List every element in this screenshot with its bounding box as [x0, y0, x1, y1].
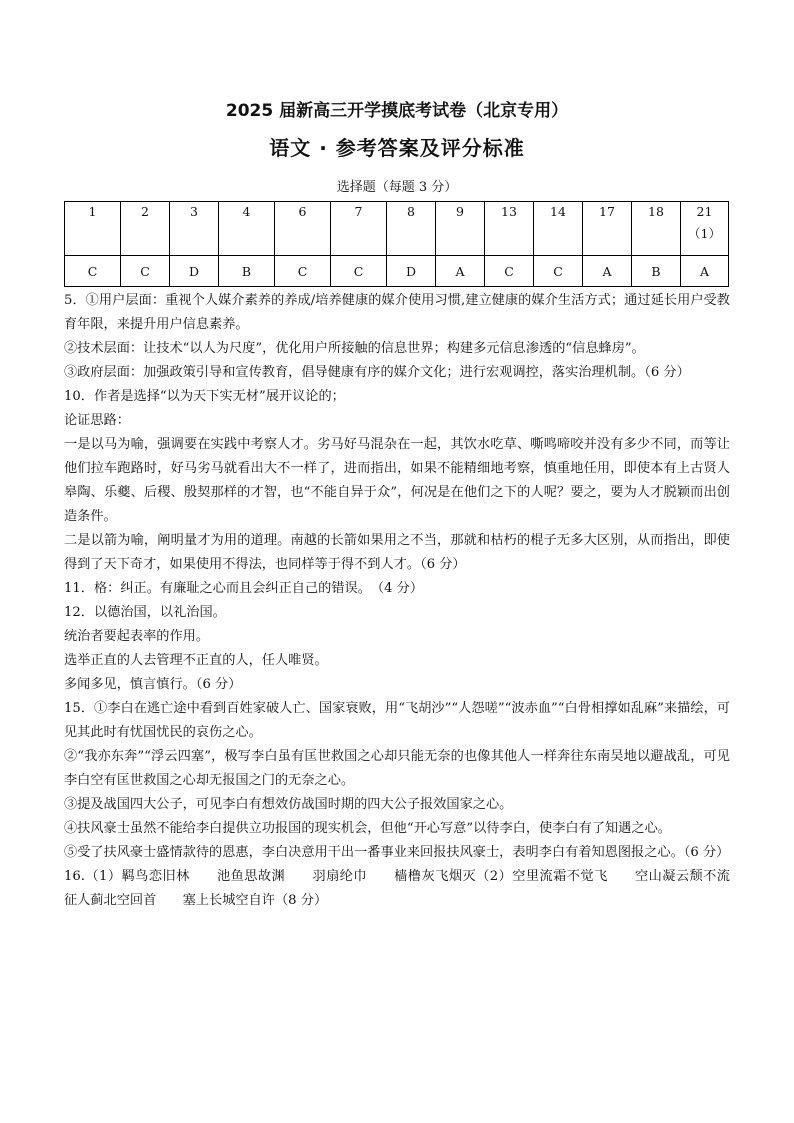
question-subpart: （1）	[688, 226, 721, 241]
question-cell: 17	[583, 202, 632, 256]
question-cell: 18	[632, 202, 681, 256]
paragraph-q10-label: 论证思路：	[64, 413, 130, 428]
paragraph-q16: 16.（1）羁鸟恋旧林 池鱼思故渊 羽扇纶巾 樯橹灰飞烟灭（2）空里流霜不觉飞 空山凝云颓不流 征人蓟北空回首 塞上长城空自许（8 分）	[64, 869, 757, 908]
answer-cell: A	[436, 256, 485, 287]
answer-cell: C	[275, 256, 331, 287]
paragraph-q5-tech: ②技术层面：让技术“以人为尺度”，优化用户所接触的信息世界；构建多元信息渗透的“信息蜂房”。	[64, 341, 645, 356]
paragraph-q15-5: ⑤受了扶风豪士盛情款待的恩惠，李白决意用干出一番事业来回报扶风豪士，表明李白有着知恩图报之心。（6 分）	[64, 845, 730, 860]
paragraph-q11: 11．格：纠正。有廉耻之心而且会纠正自己的错误。 （4 分）	[64, 581, 424, 596]
paragraph-q15-2: ②“我亦东奔”“浮云四塞”，极写李白虽有匡世救国之心却只能无奈的也像其他人一样奔往东南吴地以避战乱，可见李白空有匡世救国之心却无报国之门的无奈之心。	[64, 749, 730, 788]
answer-cell: B	[219, 256, 275, 287]
answer-cell: C	[121, 256, 170, 287]
paragraph-q10-arrow: 二是以箭为喻，阐明量才为用的道理。南越的长箭如果用之不当，那就和枯朽的棍子无多大区别，从而指出，即使得到了天下奇才，如果使用不得法，也同样等于得不到人才。（6 分）	[64, 533, 730, 572]
question-number: 21	[696, 204, 713, 219]
question-cell-21	[681, 202, 729, 256]
answer-cell: B	[632, 256, 681, 287]
answer-row	[65, 256, 729, 287]
answer-cell: C	[65, 256, 121, 287]
question-cell: 13	[485, 202, 534, 256]
question-cell: 14	[534, 202, 583, 256]
question-cell: 2	[121, 202, 170, 256]
paragraph-q12-2: 统治者要起表率的作用。	[64, 629, 210, 644]
paragraph-q10-intro: 10．作者是选择“以为天下实无材”展开议论的；	[64, 389, 345, 404]
question-number-row	[65, 202, 729, 256]
question-cell: 4	[219, 202, 275, 256]
question-cell: 7	[331, 202, 387, 256]
paragraph-q5-gov: ③政府层面：加强政策引导和宣传教育，倡导健康有序的媒介文化；进行宏观调控，落实治理机制。（6 分）	[64, 365, 690, 380]
paragraph-q15-4: ④扶风豪士虽然不能给李白提供立功报国的现实机会，但他“开心写意”以待李白，使李白有了知遇之心。	[64, 821, 671, 836]
answer-cell: D	[387, 256, 436, 287]
paragraph-q12-4: 多闻多见，慎言慎行。（6 分）	[64, 677, 242, 692]
question-cell: 3	[170, 202, 219, 256]
answer-table	[64, 201, 729, 287]
paragraph-q5-user: 5．①用户层面：重视个人媒介素养的养成/培养健康的媒介使用习惯,建立健康的媒介生活方式；通过延长用户受教育年限，来提升用户信息素养。	[64, 293, 730, 332]
paragraph-q15-3: ③提及战国四大公子，可见李白有想效仿战国时期的四大公子报效国家之心。	[64, 797, 513, 812]
answer-cell: A	[583, 256, 632, 287]
answer-cell: A	[681, 256, 729, 287]
exam-subtitle: 语文 · 参考答案及评分标准	[269, 136, 525, 160]
answer-cell: C	[534, 256, 583, 287]
paragraph-q12-1: 12．以德治国，以礼治国。	[64, 605, 226, 620]
table-caption: 选择题（每题 3 分）	[336, 180, 458, 195]
question-cell: 9	[436, 202, 485, 256]
paragraph-q12-3: 选举正直的人去管理不正直的人，任人唯贤。	[64, 653, 328, 668]
question-cell: 1	[65, 202, 121, 256]
question-cell: 8	[387, 202, 436, 256]
answer-cell: C	[331, 256, 387, 287]
answer-explanations	[64, 289, 757, 913]
paragraph-q10-horse: 一是以马为喻，强调要在实践中考察人才。劣马好马混杂在一起，其饮水吃草、嘶鸣啼咬并没有多少不同，而等让他们拉车跑路时，好马劣马就看出大不一样了，进而指出，如果不能精细地考察，慎重地任用，即使本有上古贤人皋陶、乐夔、后稷、殷契那样的才智，也“不能自异于众”，何况是在他们之下的人呢？要之，要为人才脱颖而出创造条件。	[64, 437, 730, 524]
question-cell: 6	[275, 202, 331, 256]
answer-cell: C	[485, 256, 534, 287]
answer-cell: D	[170, 256, 219, 287]
exam-title: 2025 届新高三开学摸底考试卷（北京专用）	[225, 101, 569, 121]
paragraph-q15-1: 15．①李白在逃亡途中看到百姓家破人亡、国家衰败，用“飞胡沙”“人怨嗟”“波赤血”“白骨相撑如乱麻”来描绘，可见其此时有忧国忧民的哀伤之心。	[64, 701, 730, 740]
